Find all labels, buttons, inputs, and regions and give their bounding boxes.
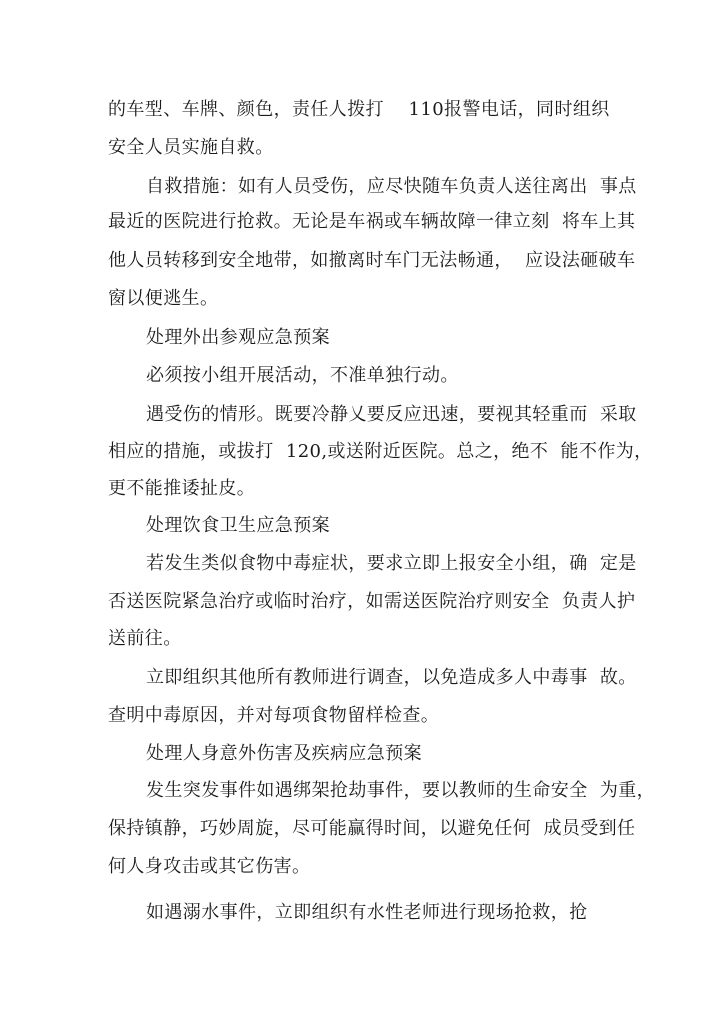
paragraph-line: 如遇溺水事件，立即组织有水性老师进行现场抢救，抢	[146, 902, 588, 923]
paragraph-line: 最近的医院进行抢救。无论是车祸或车辆故障一律立刻 将车上其	[108, 211, 636, 232]
paragraph-line: 何人身攻击或其它伤害。	[108, 856, 311, 877]
section-heading: 处理饮食卫生应急预案	[146, 515, 330, 536]
section-heading: 处理外出参观应急预案	[146, 327, 330, 348]
paragraph-line: 窗以便逃生。	[108, 288, 219, 309]
paragraph-line: 他人员转移到安全地带，如撤离时车门无法畅通， 应设法砸破车	[108, 250, 636, 271]
paragraph-line: 安全人员实施自救。	[108, 137, 274, 158]
paragraph-line: 立即组织其他所有教师进行调查，以免造成多人中毒事 故。	[146, 667, 637, 688]
paragraph-line: 送前往。	[108, 628, 182, 649]
paragraph-line: 自救措施：如有人员受伤，应尽快随车负责人送往离出 事点	[146, 176, 637, 197]
paragraph-line: 发生突发事件如遇绑架抢劫事件，要以教师的生命安全 为重，	[146, 780, 656, 801]
paragraph-line: 相应的措施，或拔打 120,或送附近医院。总之，绝不 能不作为，	[108, 441, 653, 462]
section-heading: 处理人身意外伤害及疾病应急预案	[146, 743, 422, 764]
paragraph-line: 更不能推诿扯皮。	[108, 478, 256, 499]
paragraph-line: 的车型、车牌、颜色，责任人拨打 110报警电话，同时组织	[108, 99, 610, 120]
paragraph-line: 必须按小组开展活动，不准单独行动。	[146, 365, 459, 386]
paragraph-line: 保持镇静，巧妙周旋，尽可能赢得时间，以避免任何 成员受到任	[108, 818, 636, 839]
paragraph-line: 若发生类似食物中毒症状，要求立即上报安全小组，确 定是	[146, 553, 637, 574]
paragraph-line: 否送医院紧急治疗或临时治疗，如需送医院治疗则安全 负责人护	[108, 591, 636, 612]
paragraph-line: 查明中毒原因，并对每项食物留样检查。	[108, 705, 440, 726]
paragraph-line: 遇受伤的情形。既要冷静乂要反应迅速，要视其轻重而 采取	[146, 404, 637, 425]
